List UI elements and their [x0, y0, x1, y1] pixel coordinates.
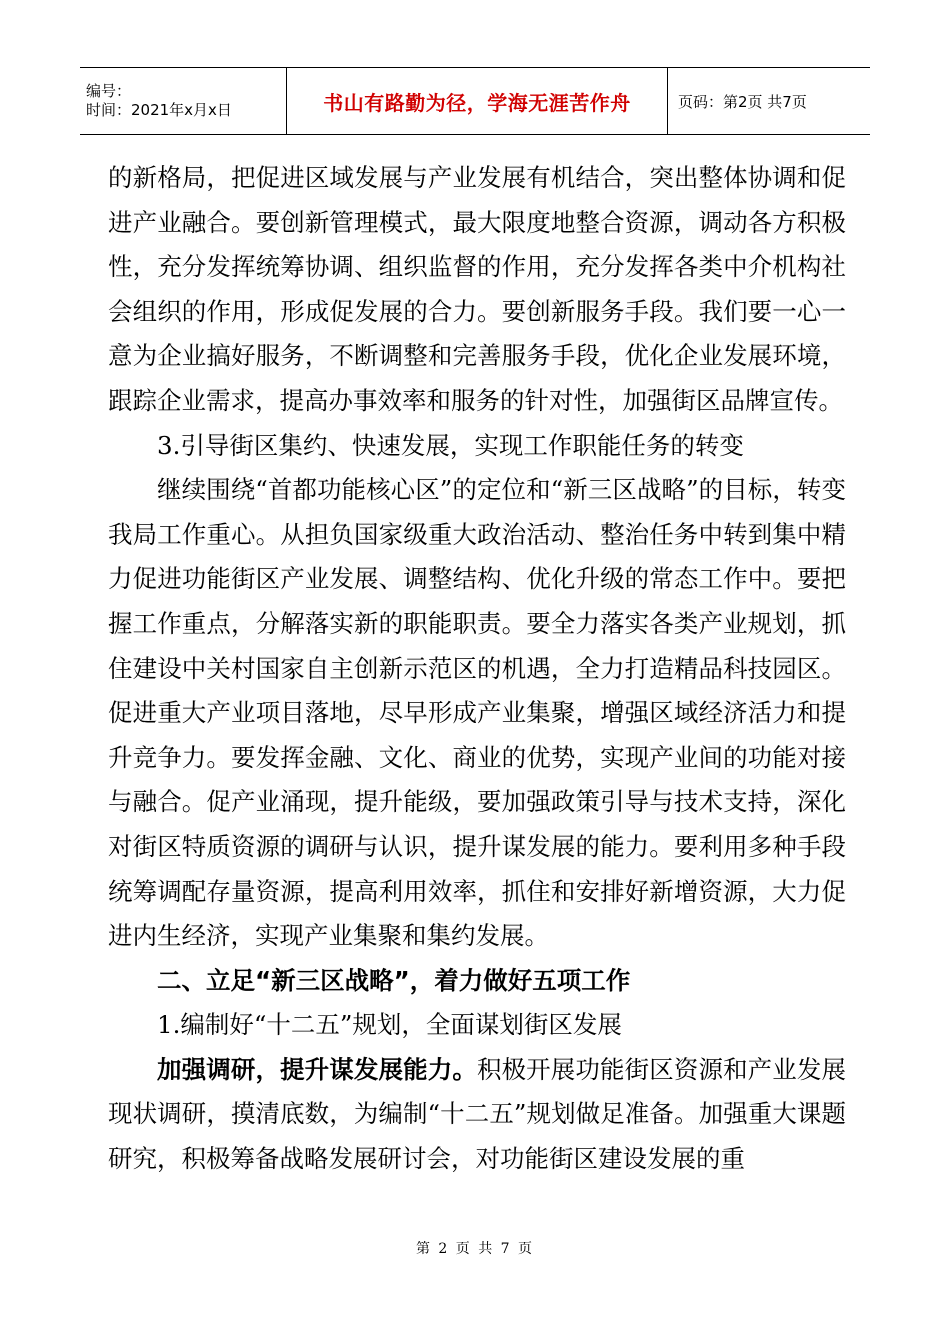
paragraph-lead-bold: 加强调研，提升谋发展能力。 — [157, 1054, 477, 1084]
header-motto: 书山有路勤为径，学海无涯苦作舟 — [323, 90, 631, 115]
header-meta — [80, 68, 287, 135]
section-subheading-3: 3.引导街区集约、快速发展，实现工作职能任务的转变 — [157, 430, 744, 460]
paragraph-research-text: 积极开展功能街区资源和产业发展现状调研，摸清底数，为编制“十二五”规划做足准备。加强重大课题研究，积极筹备战略发展研讨会，对功能街区建设发展的重 — [108, 1054, 847, 1174]
section-heading-2: 二、立足“新三区战略”，着力做好五项工作 — [157, 965, 631, 995]
document-date: 时间：2021年x月x日 — [86, 101, 232, 119]
document-number-label: 编号： — [86, 82, 132, 100]
paragraph-continuation: 的新格局，把促进区域发展与产业发展有机结合，突出整体协调和促进产业融合。要创新管理模式，最大限度地整合资源，调动各方积极性，充分发挥统筹协调、组织监督的作用，充分发挥各类中介机构社会组织的作用，形成促发展的合力。要创新服务手段。我们要一心一意为企业搞好服务，不断调整和完善服务手段，优化企业发展环境，跟踪企业需求，提高办事效率和服务的针对性，加强街区品牌宣传。 — [108, 163, 846, 415]
section-subheading-1: 1.编制好“十二五”规划，全面谋划街区发展 — [157, 1010, 622, 1040]
header-page-info: 页码：第2页 共7页 — [668, 68, 871, 135]
paragraph-research — [108, 1048, 846, 1182]
document-body — [108, 156, 846, 1182]
page-header — [80, 67, 870, 135]
page-footer: 第 2 页 共 7 页 — [415, 1241, 535, 1257]
header-motto-cell — [287, 68, 668, 135]
paragraph-transformation: 继续围绕“首都功能核心区”的定位和“新三区战略”的目标，转变我局工作重心。从担负国家级重大政治活动、整治任务中转到集中精力促进功能街区产业发展、调整结构、优化升级的常态工作中。要把握工作重点，分解落实新的职能职责。要全力落实各类产业规划，抓住建设中关村国家自主创新示范区的机遇，全力打造精品科技园区。促进重大产业项目落地，尽早形成产业集聚，增强区域经济活力和提升竞争力。要发挥金融、文化、商业的优势，实现产业间的功能对接与融合。促产业涌现，提升能级，要加强政策引导与技术支持，深化对街区特质资源的调研与认识，提升谋发展的能力。要利用多种手段统筹调配存量资源，提高利用效率，抓住和安排好新增资源，大力促进内生经济，实现产业集聚和集约发展。 — [108, 475, 846, 951]
